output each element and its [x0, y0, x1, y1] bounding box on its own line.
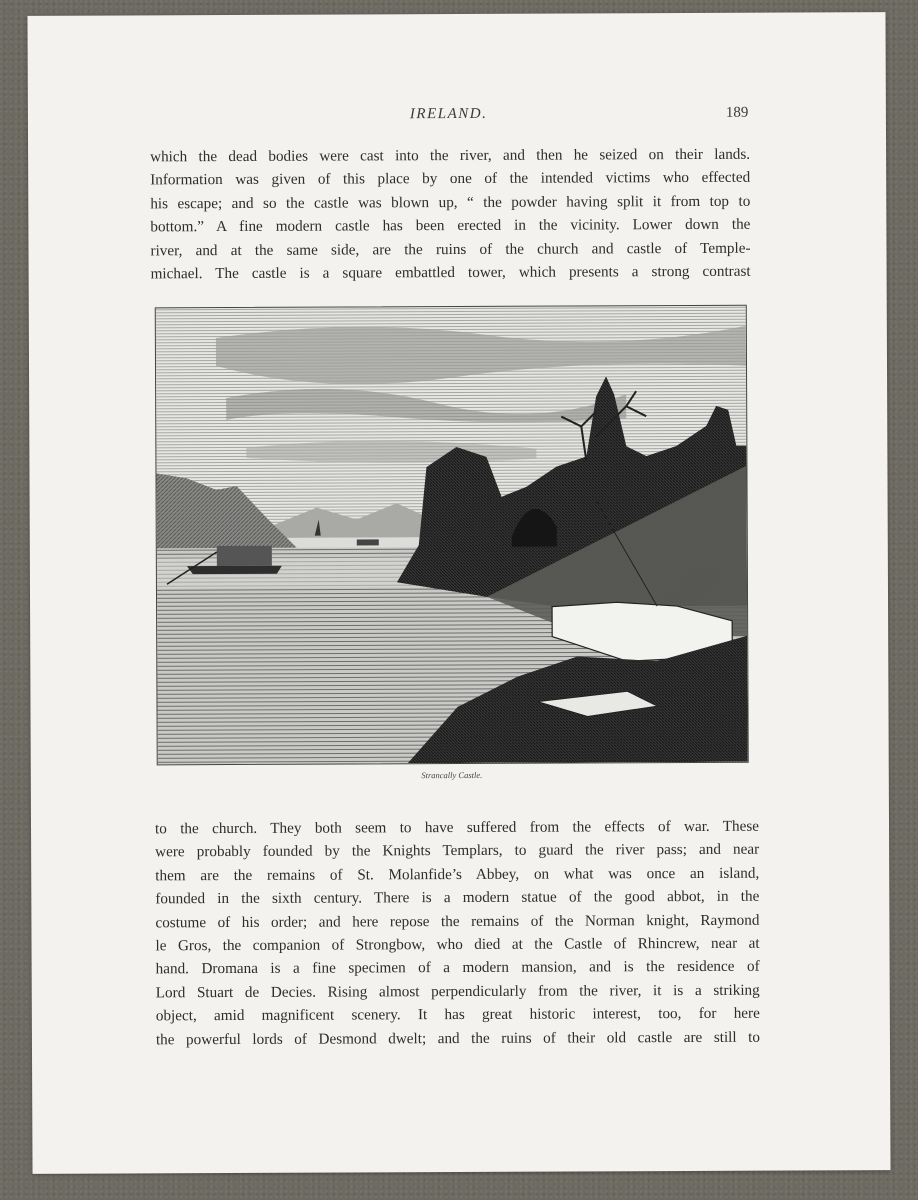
text-line: bottom.” A fine modern castle has been erected in the vicinity. Lower down the [150, 215, 751, 236]
text-line: were probably founded by the Knights Templars, to guard the river pass; and near [155, 841, 760, 861]
text-line: his escape; and so the castle was blown up, “ the powder having split it from top to [150, 192, 751, 213]
text-line: le Gros, the companion of Strongbow, who died at the Castle of Rhincrew, near at [155, 934, 760, 955]
text-line: the powerful lords of Desmond dwelt; and the ruins of their old castle are still to [155, 1028, 760, 1048]
text-line: Information was given of this place by one of the intended victims who effected [150, 169, 751, 189]
book-page [27, 12, 890, 1174]
page-number: 189 [725, 104, 749, 121]
text-line: Lord Stuart de Decies. Rising almost perpendicularly from the river, it is a striking [155, 981, 760, 1002]
text-line: them are the remains of St. Molanfide’s Abbey, on what was once an island, [155, 864, 760, 885]
text-line: to the church. They both seem to have suffered from the effects of war. These [154, 817, 760, 838]
text-line: founded in the sixth century. There is a modern statue of the good abbot, in the [155, 887, 760, 908]
engraving-illustration [155, 305, 749, 766]
ferry-boat [187, 566, 282, 574]
top-paragraph [150, 143, 751, 286]
text-line: costume of his order; and here repose the remains of the Norman knight, Raymond [155, 911, 760, 931]
text-line: michael. The castle is a square embattled tower, which presents a strong contrast [150, 262, 751, 283]
text-line: hand. Dromana is a fine specimen of a modern mansion, and is the residence of [155, 958, 760, 978]
running-header-title: IRELAND. [409, 105, 488, 123]
engraving-artwork [156, 306, 748, 765]
text-line: which the dead bodies were cast into the river, and then he seized on their lands. [150, 145, 751, 166]
text-line: river, and at the same side, are the ruins of the church and castle of Temple- [150, 239, 751, 259]
bottom-paragraph [155, 815, 760, 1052]
illustration-caption: Strancally Castle. [421, 769, 483, 781]
text-line: object, amid magnificent scenery. It has great historic interest, too, for here [155, 1004, 760, 1025]
